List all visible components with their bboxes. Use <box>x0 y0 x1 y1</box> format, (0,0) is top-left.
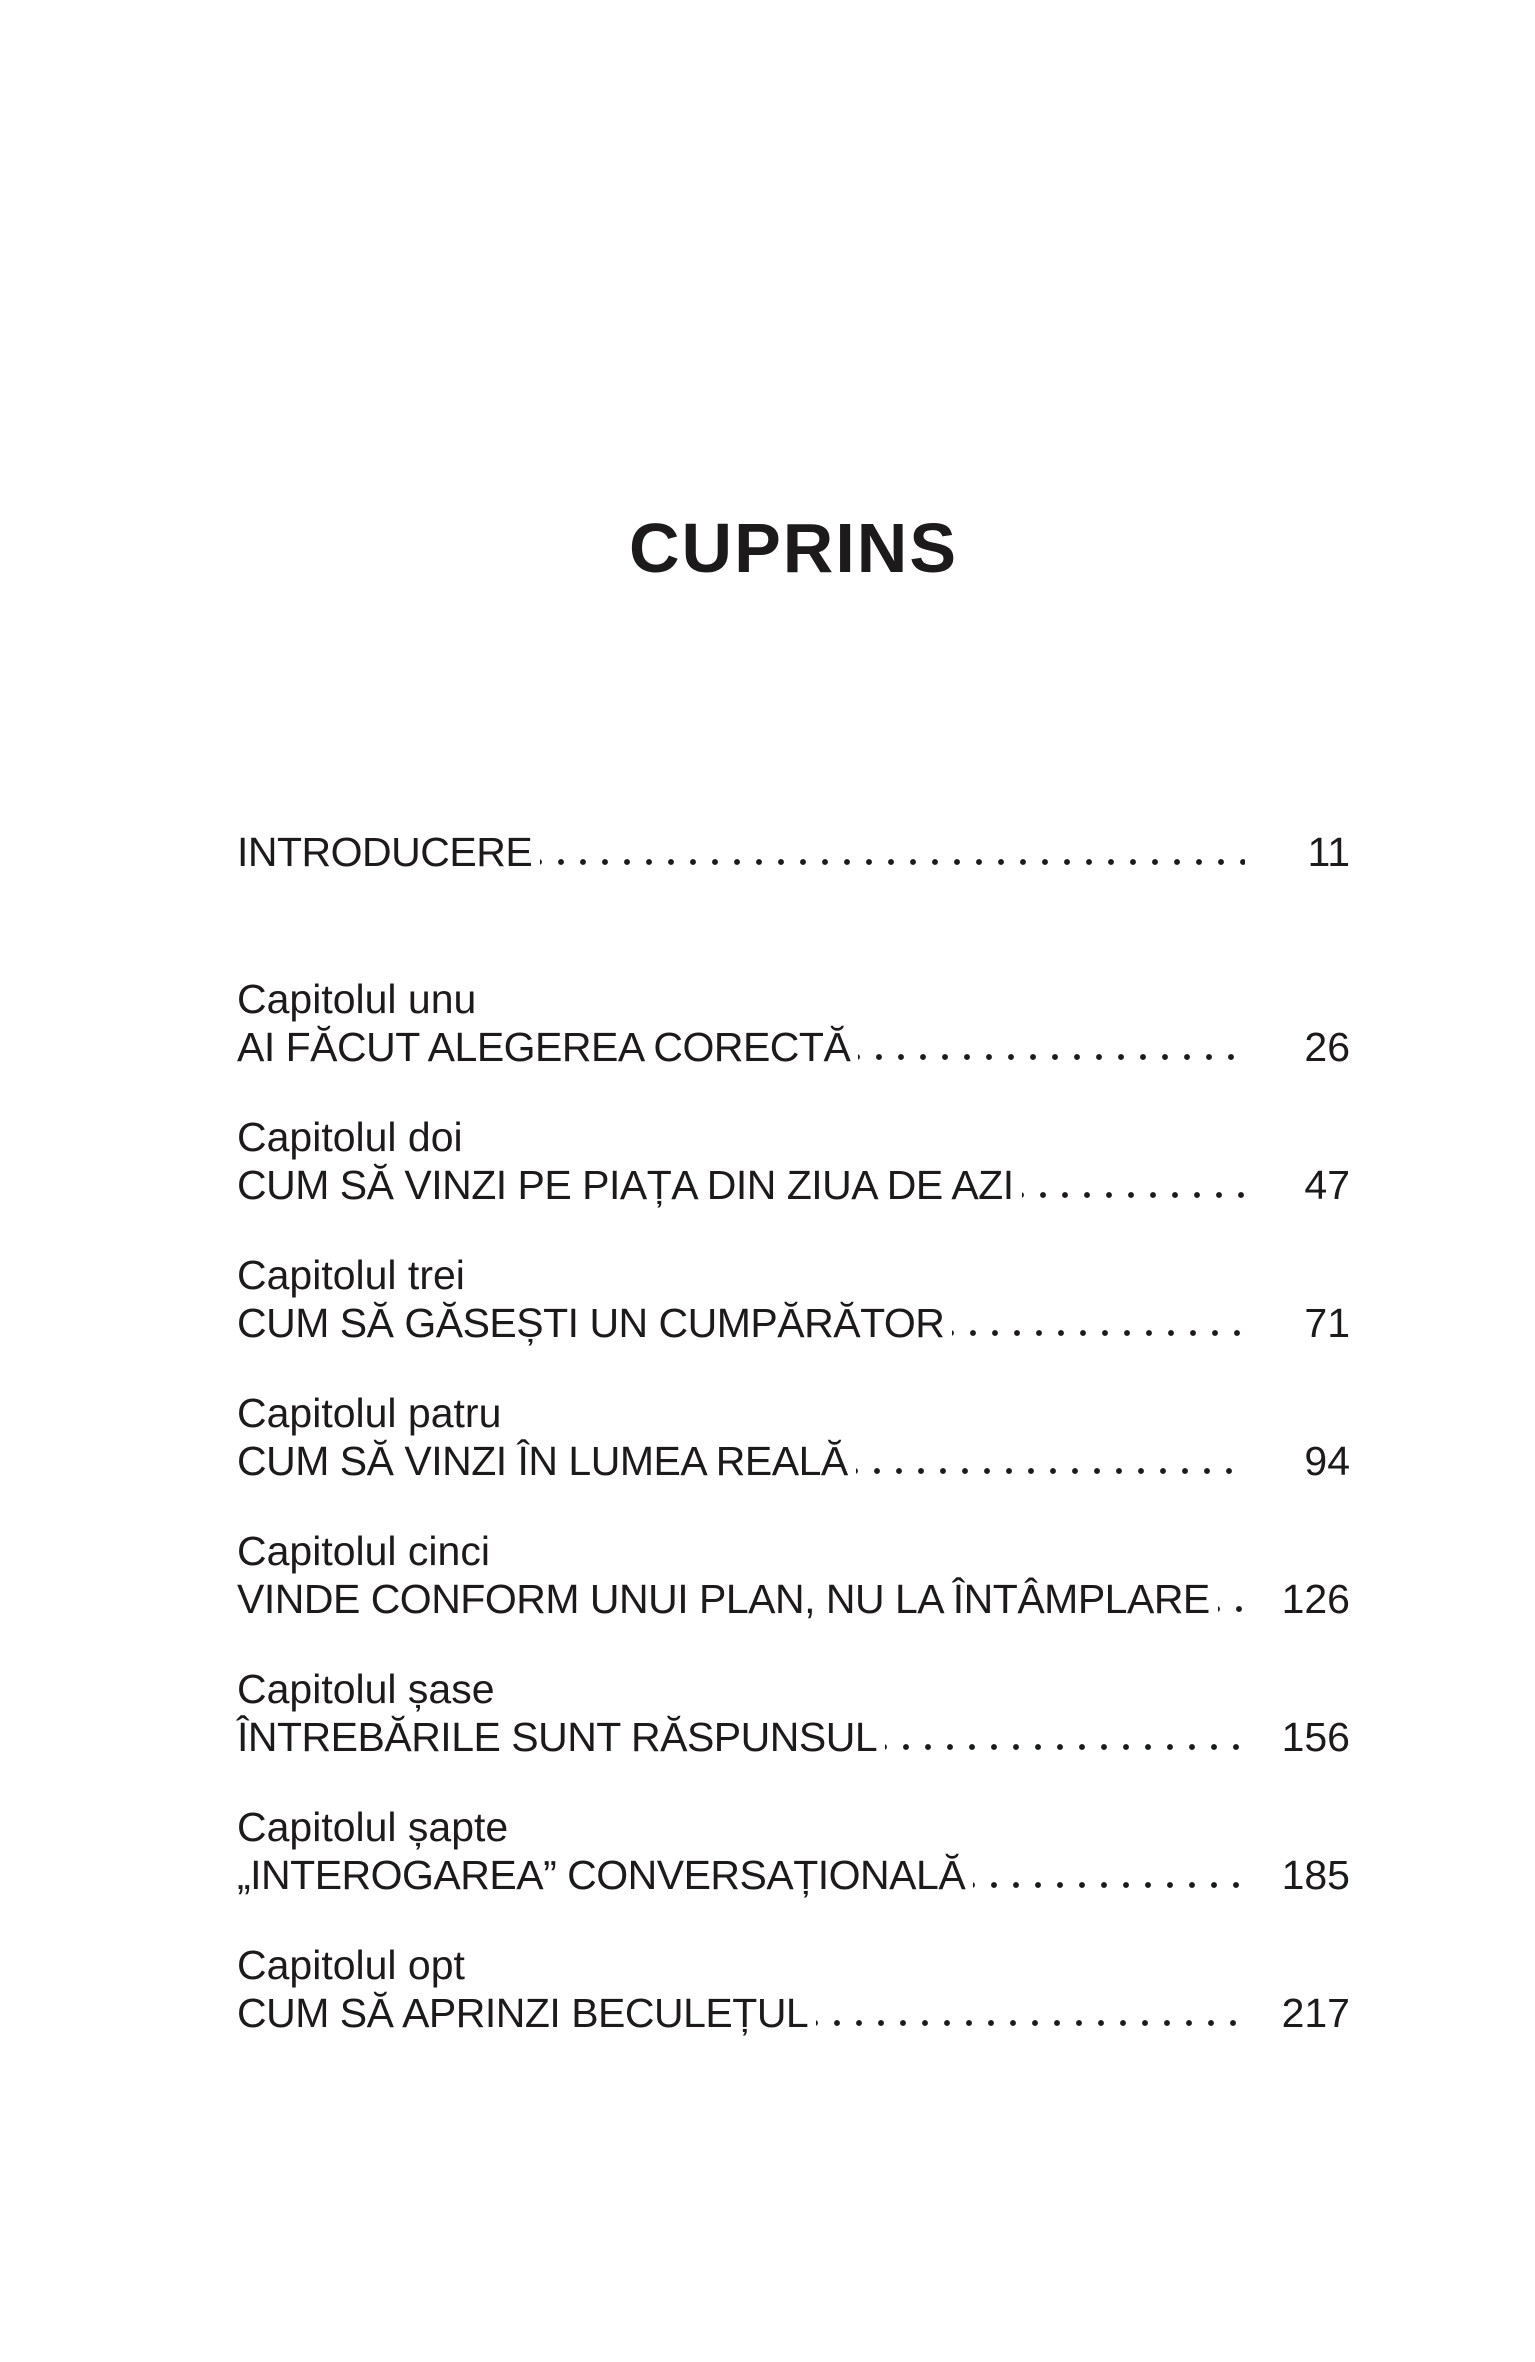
chapter-label: Capitolul cinci <box>237 1528 490 1574</box>
dot-leader <box>973 1855 1245 1889</box>
entry-title: CUM SĂ VINZI PE PIAȚA DIN ZIUA DE AZI <box>237 1162 1014 1208</box>
chapter-label: Capitolul șapte <box>237 1804 509 1850</box>
toc-entry-row <box>237 1713 1350 1761</box>
dot-leader <box>952 1303 1245 1337</box>
entry-title: CUM SĂ GĂSEȘTI UN CUMPĂRĂTOR <box>237 1300 945 1346</box>
page-number: 47 <box>1304 1162 1350 1208</box>
toc-entry-introduction <box>237 828 1350 876</box>
toc-entry-chapter-4 <box>237 1389 1350 1485</box>
dot-leader <box>885 1717 1245 1751</box>
toc-entry-row <box>237 1851 1350 1899</box>
chapter-label: Capitolul șase <box>237 1666 495 1712</box>
toc-entry-chapter-1 <box>237 975 1350 1071</box>
dot-leader <box>1218 1579 1245 1613</box>
dot-leader <box>816 1993 1245 2027</box>
toc-list <box>237 828 1350 2037</box>
toc-entry-chapter-6 <box>237 1665 1350 1761</box>
page-number: 185 <box>1281 1852 1350 1898</box>
toc-entry-row <box>237 1575 1350 1623</box>
toc-entry-row <box>237 828 1350 876</box>
page-number: 156 <box>1281 1714 1350 1760</box>
entry-title: VINDE CONFORM UNUI PLAN, NU LA ÎNTÂMPLARE <box>237 1576 1210 1622</box>
entry-title: ÎNTREBĂRILE SUNT RĂSPUNSUL <box>237 1714 878 1760</box>
toc-entry-chapter-2 <box>237 1113 1350 1209</box>
toc-entry-chapter-3 <box>237 1251 1350 1347</box>
entry-title: CUM SĂ APRINZI BECULEȚUL <box>237 1990 809 2036</box>
chapter-label: Capitolul patru <box>237 1390 502 1436</box>
page-number: 94 <box>1304 1438 1350 1484</box>
page-number: 126 <box>1281 1576 1350 1622</box>
entry-title: INTRODUCERE <box>237 829 533 875</box>
chapter-label: Capitolul unu <box>237 976 477 1022</box>
toc-entry-row <box>237 1989 1350 2037</box>
dot-leader <box>856 1441 1245 1475</box>
page-title: CUPRINS <box>628 509 959 587</box>
toc-entry-chapter-5 <box>237 1527 1350 1623</box>
dot-leader <box>1022 1165 1245 1199</box>
toc-entry-chapter-7 <box>237 1803 1350 1899</box>
dot-leader <box>858 1027 1245 1061</box>
page-number: 217 <box>1281 1990 1350 2036</box>
chapter-label: Capitolul doi <box>237 1114 463 1160</box>
toc-entry-row <box>237 1299 1350 1347</box>
chapter-label: Capitolul opt <box>237 1942 465 1988</box>
entry-title: „INTEROGAREA” CONVERSAȚIONALĂ <box>237 1852 966 1898</box>
page-number: 11 <box>1307 829 1350 875</box>
entry-title: CUM SĂ VINZI ÎN LUMEA REALĂ <box>237 1438 848 1484</box>
toc-entry-row <box>237 1023 1350 1071</box>
page-number: 71 <box>1304 1300 1350 1346</box>
dot-leader <box>540 832 1245 866</box>
toc-entry-row <box>237 1437 1350 1485</box>
page-number: 26 <box>1304 1024 1350 1070</box>
toc-entry-chapter-8 <box>237 1941 1350 2037</box>
chapter-label: Capitolul trei <box>237 1252 465 1298</box>
entry-title: AI FĂCUT ALEGEREA CORECTĂ <box>237 1024 851 1070</box>
toc-entry-row <box>237 1161 1350 1209</box>
